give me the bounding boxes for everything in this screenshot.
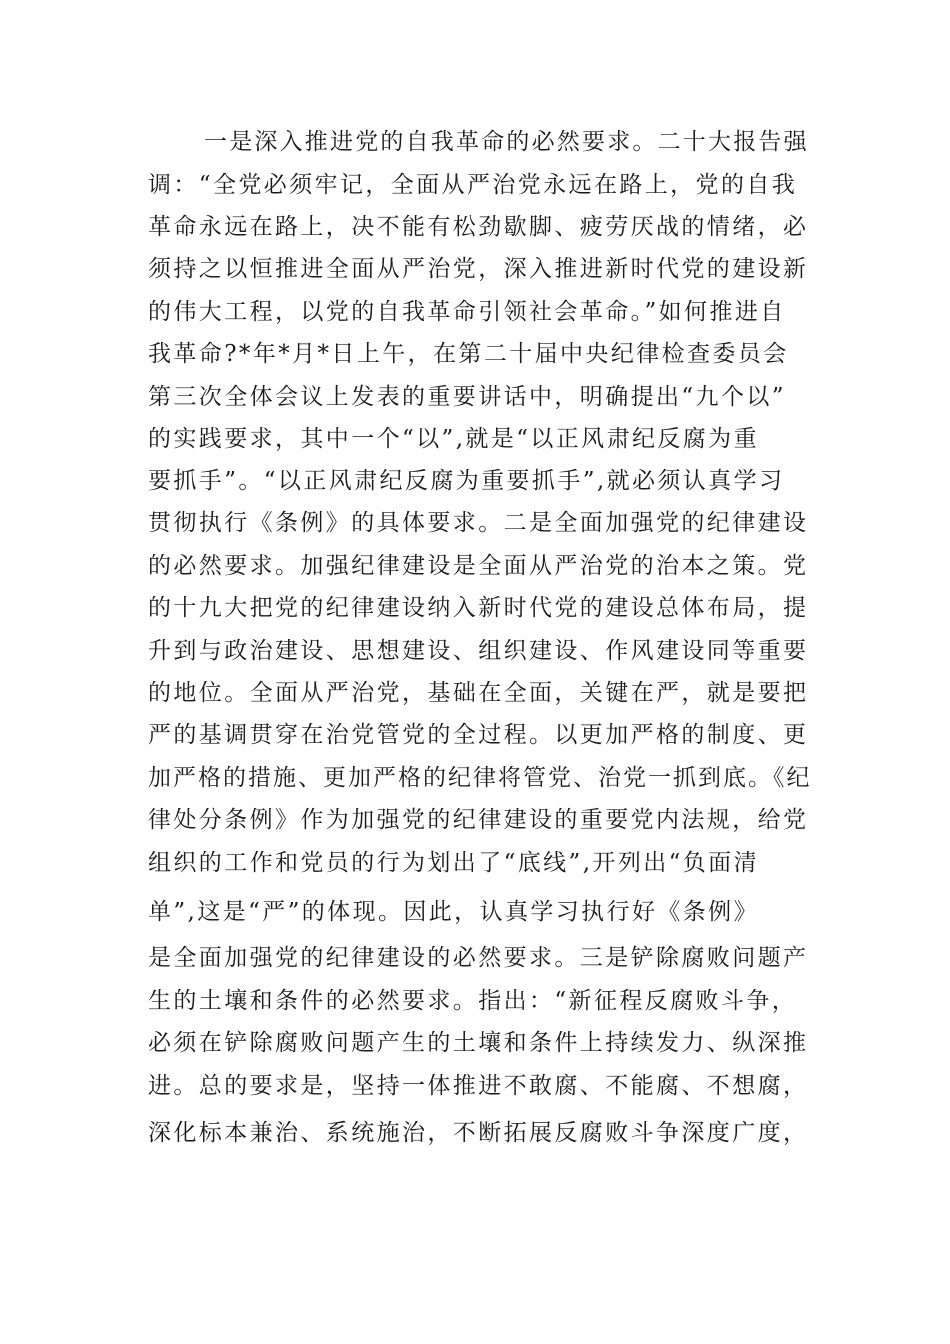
paragraph-line: 第三次全体会议上发表的重要讲话中，明确提出“九个以” [148, 384, 786, 410]
paragraph-line: 进。总的要求是，坚持一体推进不敢腐、不能腐、不想腐， [148, 1073, 809, 1099]
paragraph-line: 升到与政治建设、思想建设、组织建设、作风建设同等重要 [148, 638, 809, 664]
paragraph-line: 生的土壤和条件的必然要求。指出：“新征程反腐败斗争， [148, 988, 798, 1014]
paragraph-line: 贯彻执行《条例》的具体要求。二是全面加强党的纪律建设 [148, 510, 809, 536]
paragraph-line: 调：“全党必须牢记，全面从严治党永远在路上，党的自我 [148, 172, 798, 198]
paragraph-line: 的实践要求，其中一个“以”,就是“以正风肃纪反腐为重 [148, 426, 759, 452]
paragraph-line: 的伟大工程，以党的自我革命引领社会革命。”如何推进自 [148, 299, 786, 325]
paragraph-line: 要抓手”。“以正风肃纪反腐为重要抓手”,就必须认真学习 [148, 468, 785, 494]
paragraph-line: 加严格的措施、更加严格的纪律将管党、治党一抓到底。《纪 [148, 765, 812, 791]
paragraph-line: 是全面加强党的纪律建设的必然要求。三是铲除腐败问题产 [148, 945, 809, 971]
paragraph-line: 律处分条例》作为加强党的纪律建设的重要党内法规，给党 [148, 807, 809, 833]
paragraph-line: 深化标本兼治、系统施治，不断拓展反腐败斗争深度广度， [148, 1120, 809, 1146]
paragraph-line: 的十九大把党的纪律建设纳入新时代党的建设总体布局，提 [148, 595, 809, 621]
paragraph-line: 一是深入推进党的自我革命的必然要求。二十大报告强 [204, 129, 809, 155]
paragraph-line: 的地位。全面从严治党，基础在全面，关键在严，就是要把 [148, 680, 809, 706]
paragraph-line: 组织的工作和党员的行为划出了“底线”,开列出“负面清 [148, 850, 759, 876]
paragraph-line: 单”,这是“严”的体现。因此，认真学习执行好《条例》 [148, 899, 759, 925]
paragraph-line: 严的基调贯穿在治党管党的全过程。以更加严格的制度、更 [148, 722, 809, 748]
paragraph-line: 必须在铲除腐败问题产生的土壤和条件上持续发力、纵深推 [148, 1030, 809, 1056]
paragraph-line: 我革命?*年*月*日上午，在第二十届中央纪律检查委员会 [148, 341, 789, 367]
paragraph-line: 革命永远在路上，决不能有松劲歇脚、疲劳厌战的情绪，必 [148, 214, 809, 240]
paragraph-line: 须持之以恒推进全面从严治党，深入推进新时代党的建设新 [148, 256, 809, 282]
paragraph-line: 的必然要求。加强纪律建设是全面从严治党的治本之策。党 [148, 553, 809, 579]
